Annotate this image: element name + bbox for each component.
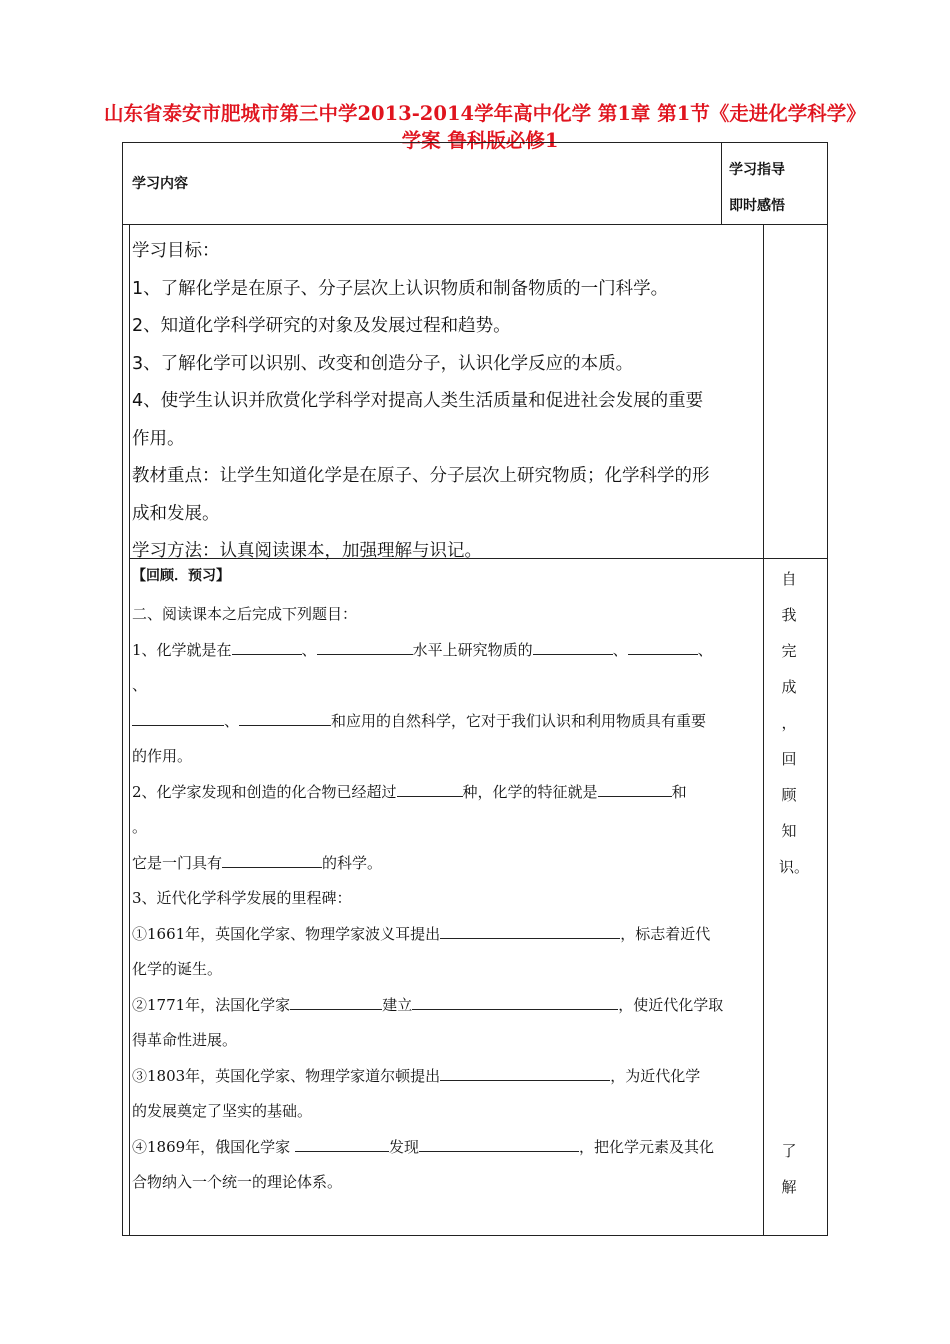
side-note-understand: 了 解 xyxy=(781,1142,797,1196)
answer-blank[interactable] xyxy=(239,711,331,726)
header-guidance-line2: 即时感悟 xyxy=(729,198,785,214)
question-2-cont: 它是一门具有 的科学。 xyxy=(132,853,383,872)
review-section-heading: 【回顾．预习】 xyxy=(132,568,230,584)
question-1: 1、化学就是在 、 水平上研究物质的 、 、 xyxy=(132,640,713,659)
milestone-4-cont: 合物纳入一个统一的理论体系。 xyxy=(132,1173,343,1191)
header-divider-right xyxy=(763,224,827,225)
objective-item: 4、使学生认识并欣赏化学科学对提高人类生活质量和促进社会发展的重要 xyxy=(132,391,704,411)
objective-item-cont: 作用。 xyxy=(132,428,185,449)
answer-blank[interactable] xyxy=(628,640,698,655)
milestone-3-cont: 的发展奠定了坚实的基础。 xyxy=(132,1102,313,1120)
header-guidance xyxy=(729,152,785,224)
key-points: 教材重点：让学生知道化学是在原子、分子层次上研究物质；化学科学的形 xyxy=(132,466,710,486)
answer-blank[interactable] xyxy=(419,1137,579,1152)
key-points-cont: 成和发展。 xyxy=(132,503,220,524)
study-method: 学习方法：认真阅读课本，加强理解与识记。 xyxy=(132,541,482,561)
inner-left-border xyxy=(129,224,130,1235)
objective-item: 1、了解化学是在原子、分子层次上认识物质和制备物质的一门科学。 xyxy=(132,278,669,299)
answer-blank[interactable] xyxy=(533,640,613,655)
question-1-cont: 、 xyxy=(132,676,148,694)
answer-blank[interactable] xyxy=(295,1137,389,1152)
header-divider xyxy=(123,224,763,225)
header-guidance-line1: 学习指导 xyxy=(729,162,785,178)
question-2: 2、化学家发现和创造的化合物已经超过 种，化学的特征就是 和 xyxy=(132,782,687,801)
objectives-block xyxy=(132,233,762,571)
header-study-content: 学习内容 xyxy=(132,176,188,192)
milestone-2-cont: 得革命性进展。 xyxy=(132,1031,238,1049)
answer-blank[interactable] xyxy=(598,782,672,797)
answer-blank[interactable] xyxy=(412,995,618,1010)
milestone-2: ②1771年，法国化学家 建立 ，使近代化学取 xyxy=(132,995,724,1014)
question-2-cont: 。 xyxy=(132,818,148,836)
question-3: 3、近代化学科学发展的里程碑： xyxy=(132,889,352,907)
objective-item: 3、了解化学可以识别、改变和创造分子，认识化学反应的本质。 xyxy=(132,353,634,374)
question-1-end: 的作用。 xyxy=(132,747,193,765)
answer-blank[interactable] xyxy=(290,995,382,1010)
header-column-divider xyxy=(721,143,722,224)
objective-item: 2、知道化学科学研究的对象及发展过程和趋势。 xyxy=(132,316,511,336)
answer-blank[interactable] xyxy=(440,924,620,939)
milestone-1: ①1661年，英国化学家、物理学家波义耳提出 ，标志着近代 xyxy=(132,924,711,943)
milestone-1-cont: 化学的诞生。 xyxy=(132,960,223,978)
side-note-self-review: 自 我 完 成 ， 回 顾 知 识。 xyxy=(779,570,810,876)
study-table xyxy=(122,142,828,1236)
answer-blank[interactable] xyxy=(397,782,463,797)
answer-blank[interactable] xyxy=(317,640,413,655)
answer-blank[interactable] xyxy=(132,711,224,726)
question-1-cont: 、 和应用的自然科学，它对于我们认识和利用物质具有重要 xyxy=(132,704,764,740)
review-block xyxy=(132,561,764,1201)
document-title: 山东省泰安市肥城市第三中学2013-2014学年高中化学 第1章 第1节《走进化学科学》学案 鲁科版必修1 xyxy=(103,102,857,152)
answer-blank[interactable] xyxy=(440,1066,610,1081)
review-intro: 二、阅读课本之后完成下列题目： xyxy=(132,605,358,623)
milestone-4: ④1869年，俄国化学家 发现 ，把化学元素及其化 xyxy=(132,1137,714,1156)
answer-blank[interactable] xyxy=(222,853,322,868)
milestone-3: ③1803年，英国化学家、物理学家道尔顿提出 ，为近代化学 xyxy=(132,1066,701,1085)
answer-blank[interactable] xyxy=(232,640,302,655)
objectives-heading: 学习目标： xyxy=(132,241,220,261)
